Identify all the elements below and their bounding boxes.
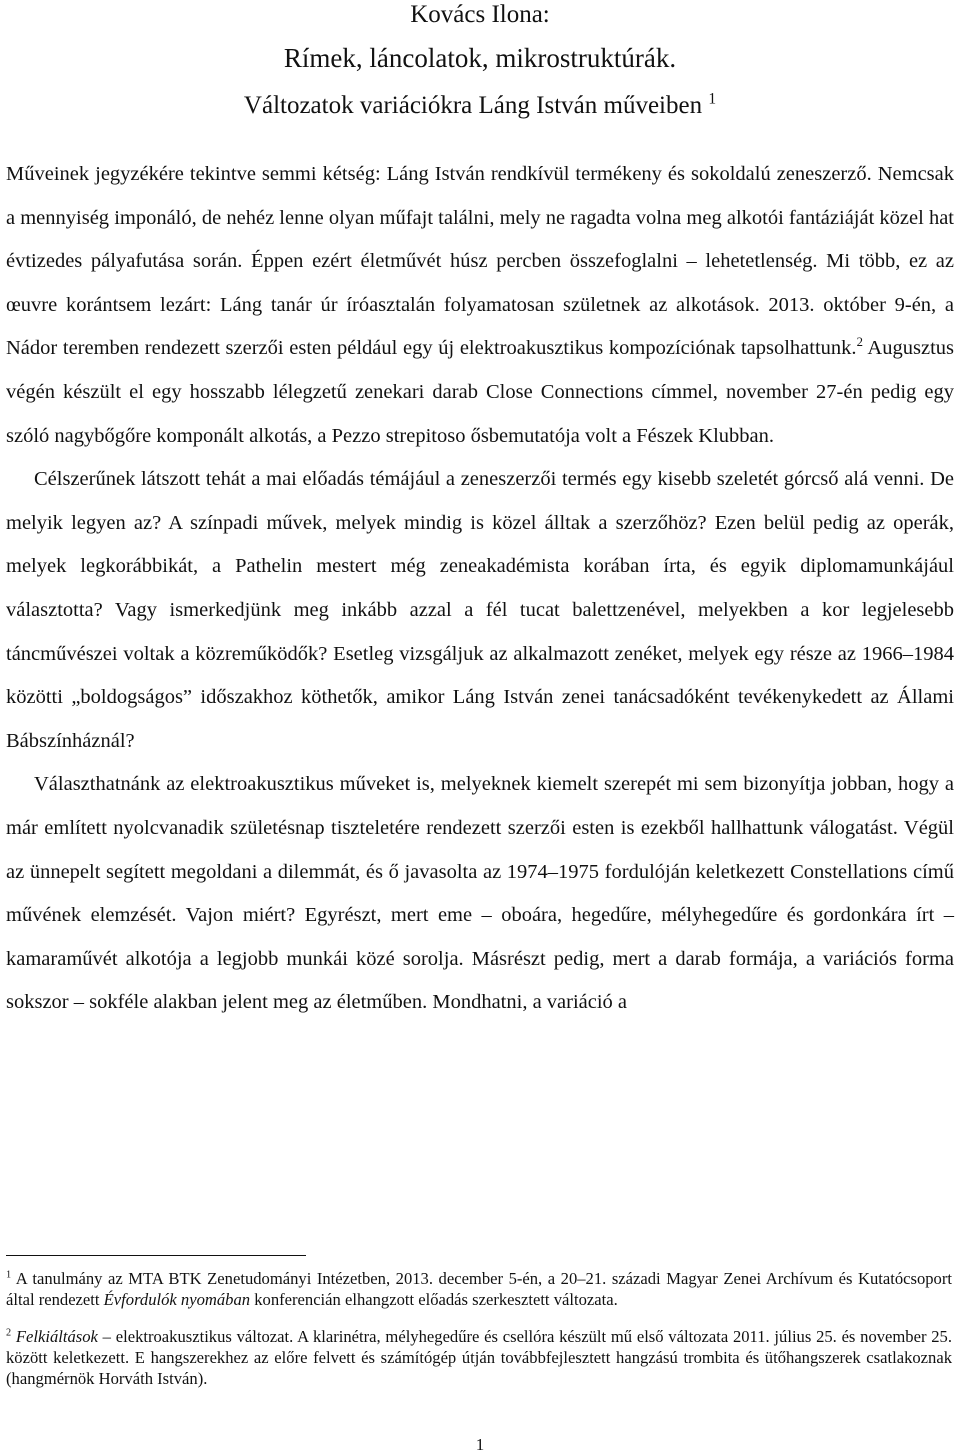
footnotes [6, 1268, 952, 1389]
footnote-separator [6, 1255, 306, 1256]
paragraph-3: Választhatnánk az elektroakusztikus műveket is, melyeknek kiemelt szerepét mi sem bizonyítja jobban, hogy a már említett nyolcvanadik születésnap tiszteletére rendezett szerzői esten is ezekből hallhattunk válogatást. Végül az ünnepelt segített megoldani a dilemmát, és ő javasolta az 1974–1975 fordulóján keletkezett Constellations című művének elemzését. Vajon miért? Egyrészt, mert eme – oboára, hegedűre, mélyhegedűre és gordonkára írt – kamaraművét alkotója a legjobb munkái közé sorolja. Másrészt pedig, mert a darab formája, a variációs forma sokszor – sokféle alakban jelent meg az életműben. Mondhatni, a variáció a [6, 773, 954, 1014]
subtitle-text: Változatok variációkra Láng István műveiben [243, 92, 703, 119]
footnote-2-number: 2 [6, 1327, 12, 1339]
paragraph-1-text-b: Augusztus végén készült el egy hosszabb lélegzetű zenekari darab Close Connections címmel, november 27-én pedig egy szóló nagybőgőre komponált alkotás, a Pezzo strepitoso ősbemutatója volt a Fészek Klubban. [6, 337, 954, 447]
footnote-1-text-b: konferencián elhangzott előadás szerkesztett változata. [250, 1290, 618, 1309]
footnote-1 [6, 1268, 952, 1310]
page-number: 1 [475, 1435, 485, 1454]
paragraph-1-text-a: Műveinek jegyzékére tekintve semmi kétség: Láng István rendkívül termékeny és sokoldalú zeneszerző. Nemcsak a mennyiség imponáló, de nehéz lenne olyan műfajt találni, mely ne ragadta volna meg alkotói fantáziáját közel hat évtizedes pályafutása során. Éppen ezért életművét húsz percben összefoglalni – lehetetlenség. Mi több, ez az œuvre korántsem lezárt: Láng tanár úr íróasztalán folyamatosan születnek az alkotások. 2013. október 9-én, a Nádor teremben rendezett szerzői esten például egy új elektroakusztikus kompozíciónak tapsolhattunk. [6, 163, 954, 360]
footnote-2-text: – elektroakusztikus változat. A klarinétra, mélyhegedűre és csellóra készült mű első változata 2011. július 25. és november 25. között keletkezett. E hangszerekhez az előre felvett és számítógép útján továbbfejlesztett hangzású trombita és ütőhangszerek csatlakoznak (hangmérnök Horváth István). [6, 1327, 952, 1388]
footnote-1-text-a: A tanulmány az MTA BTK Zenetudományi Intézetben, 2013. december 5-én, a 20–21. századi Magyar Zenei Archívum és Kutatócsoport által rendezett [6, 1269, 952, 1309]
footnote-1-number: 1 [6, 1269, 12, 1281]
footnote-2-italic: Felkiáltások [11, 1327, 98, 1346]
article-title: Rímek, láncolatok, mikrostruktúrák. [283, 43, 677, 73]
footnote-2 [6, 1326, 952, 1389]
body-text [6, 153, 954, 1025]
paragraph-2: Célszerűnek látszott tehát a mai előadás témájául a zeneszerzői termés egy kisebb szeletét górcső alá venni. De melyik legyen az? A színpadi művek, melyek mindig is közel álltak a szerzőhöz? Ezen belül pedig az operák, melyek legkorábbikát, a Pathelin mestert még zeneakadémista korában írta, és egyik diplomamunkájául választotta? Vagy ismerkedjünk meg inkább azzal a fél tucat balettzenével, melyekben a kor legjelesebb táncművészei voltak a közreműködők? Esetleg vizsgáljuk az alkalmazott zenéket, melyek egy része az 1966–1984 közötti „boldogságos” időszakhoz köthetők, amikor Láng István zenei tanácsadóként tevékenykedett az Állami Bábszínháznál? [6, 468, 954, 752]
footnote-ref-1[interactable]: 1 [708, 90, 717, 108]
footnote-ref-2[interactable]: 2 [856, 335, 863, 350]
article-subtitle [6, 90, 954, 122]
paragraph-1 [6, 153, 954, 458]
footnote-1-italic: Évfordulók nyomában [103, 1290, 251, 1309]
author-name: Kovács Ilona: [410, 1, 550, 28]
